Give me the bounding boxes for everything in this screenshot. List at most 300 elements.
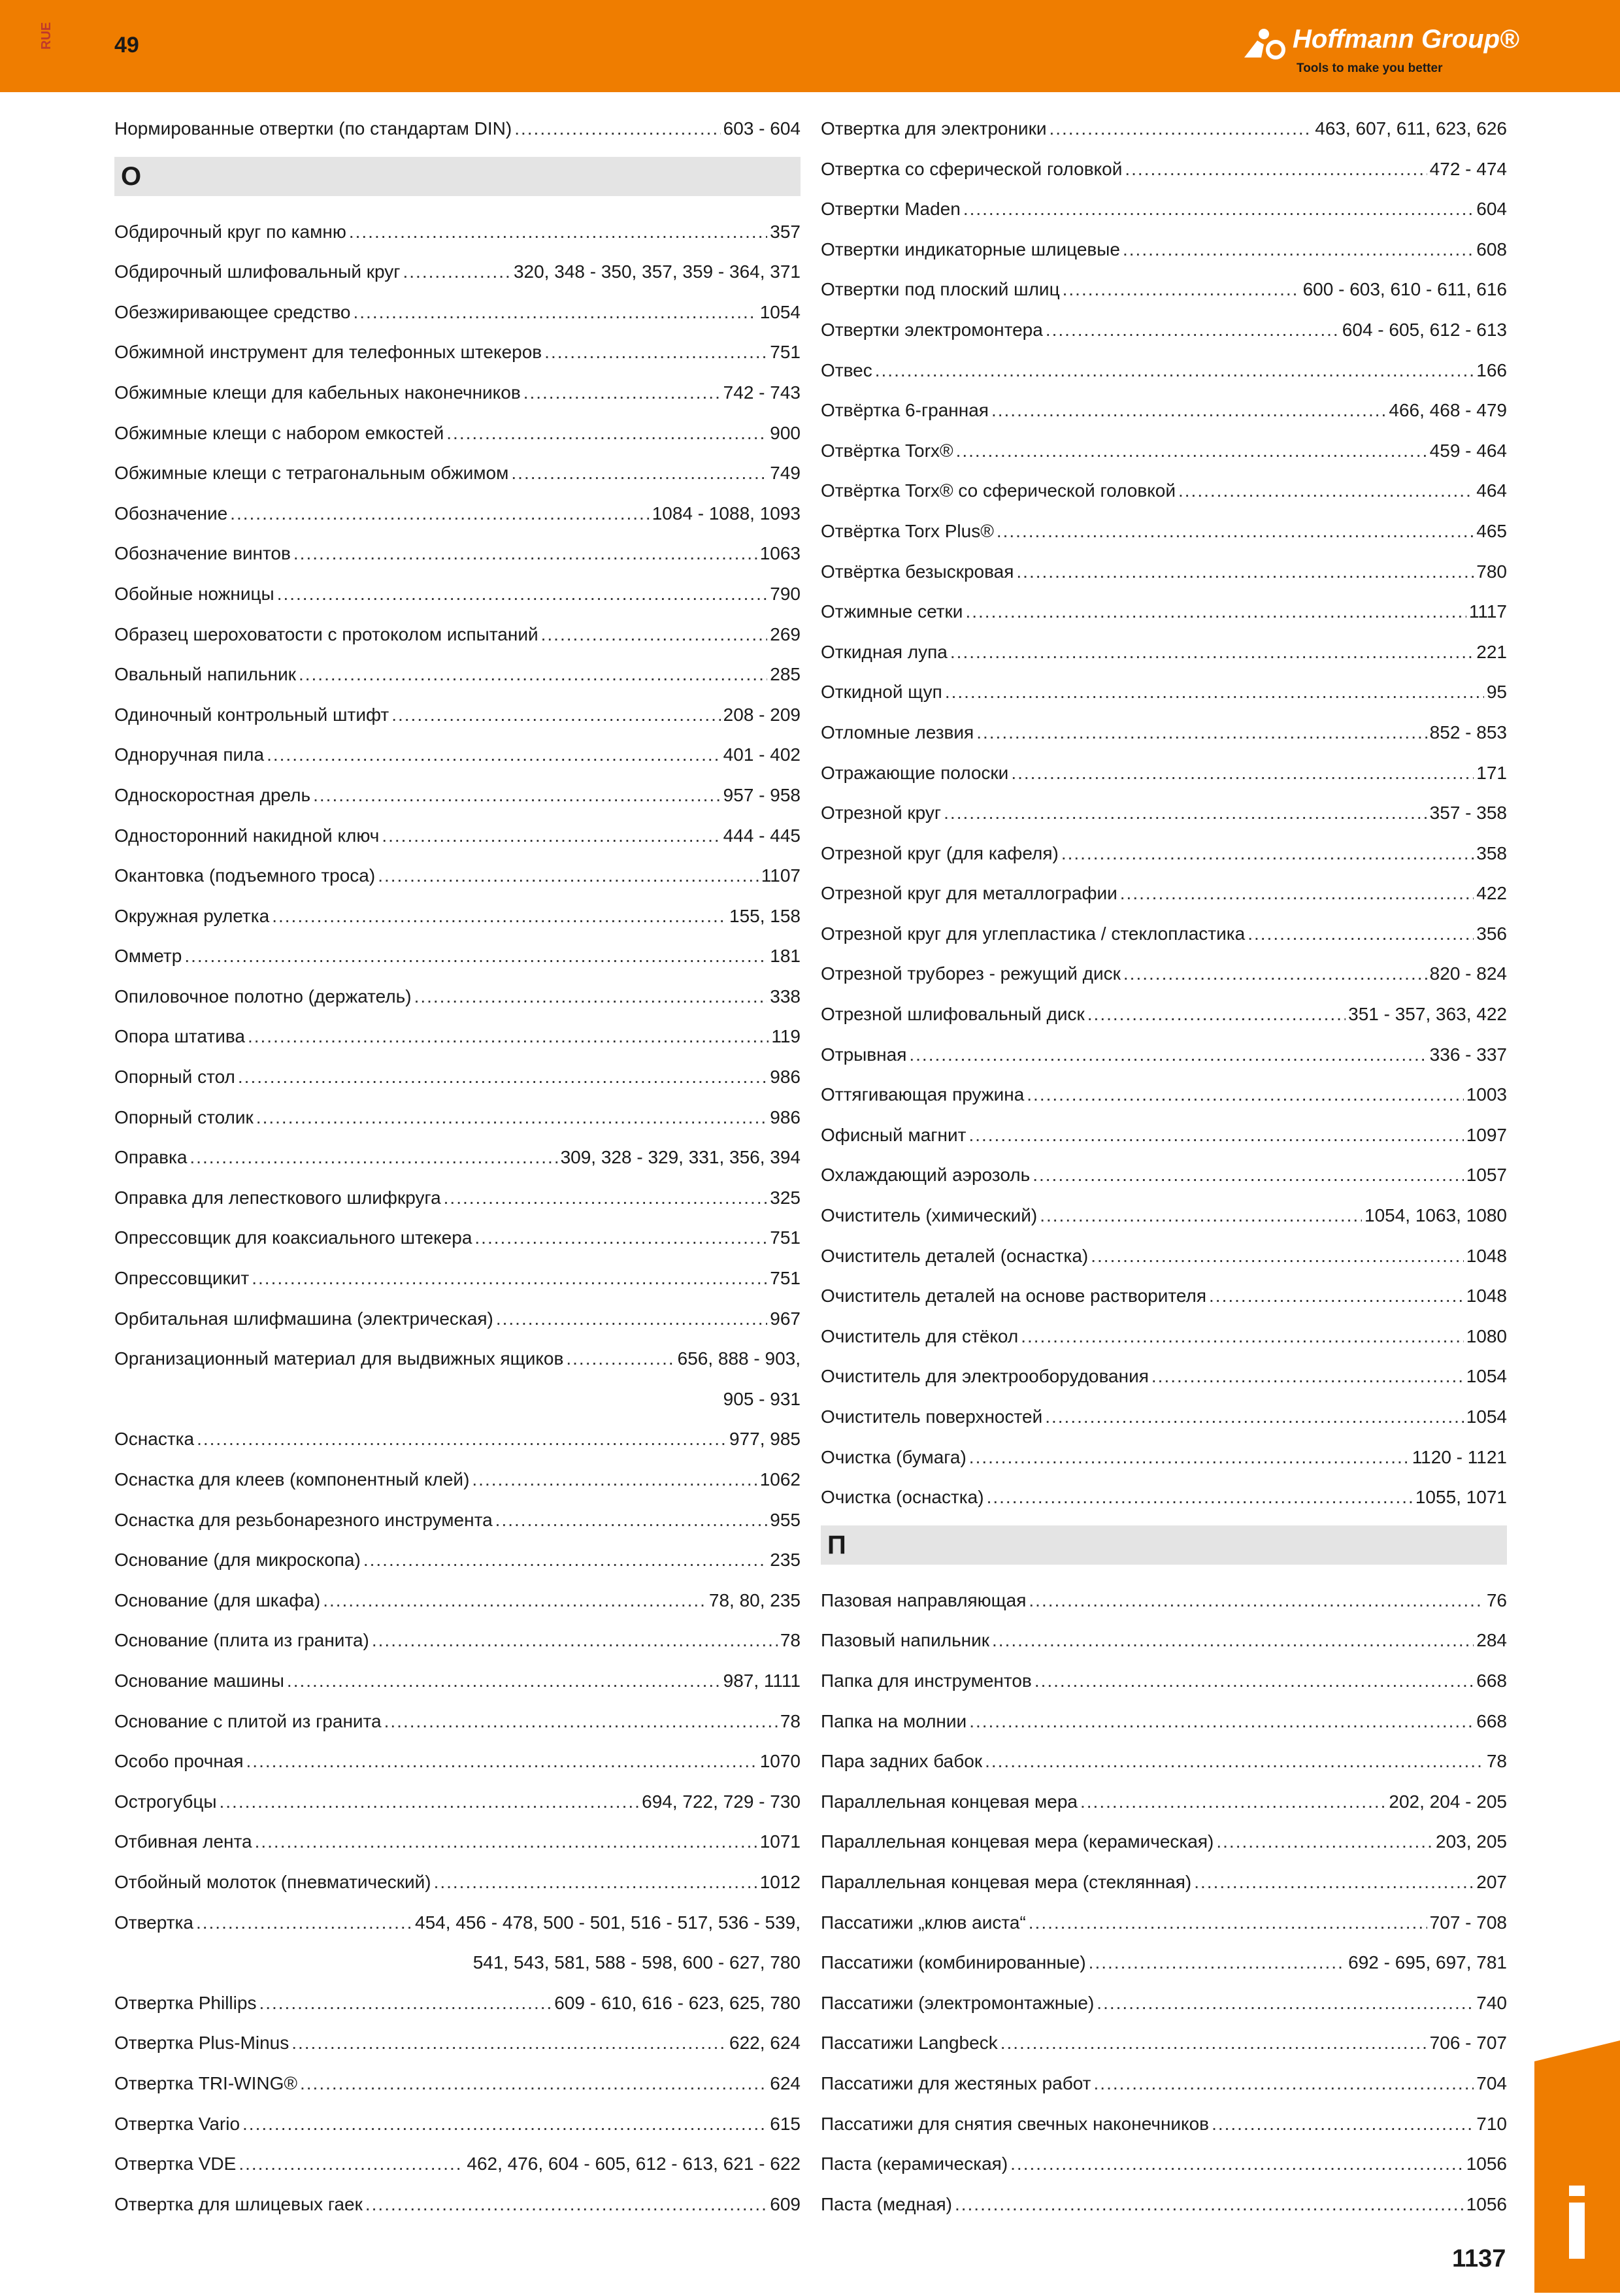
dot-leader <box>1123 229 1474 270</box>
index-entry-pages: 1054, 1063, 1080 <box>1364 1205 1507 1226</box>
index-entry <box>821 350 1507 391</box>
index-entry-pages: 986 <box>770 1106 801 1127</box>
dot-leader <box>313 775 721 816</box>
dot-leader <box>1089 1942 1346 1983</box>
dot-leader <box>1120 873 1474 914</box>
index-entry <box>114 614 801 655</box>
index-entry <box>821 873 1507 914</box>
index-entry-label: Одиночный контрольный штифт <box>114 704 389 725</box>
index-entry-pages: 203, 205 <box>1436 1831 1507 1852</box>
index-entry-pages: 1120 - 1121 <box>1412 1446 1507 1467</box>
index-entry-label: Откидной щуп <box>821 682 942 703</box>
index-entry-pages: 464 <box>1476 480 1507 501</box>
dot-leader <box>1033 1155 1463 1195</box>
index-entry <box>114 453 801 493</box>
index-entry-pages: 235 <box>770 1550 801 1571</box>
index-entry-label: Образец шероховатости с протоколом испытаний <box>114 624 538 644</box>
dot-leader <box>434 1862 757 1903</box>
index-entry <box>114 252 801 292</box>
index-entry-label: Отвертки индикаторные шлицевые <box>821 239 1120 259</box>
dot-leader <box>184 936 767 976</box>
index-entry-pages: 78 <box>1486 1751 1507 1772</box>
index-entry-pages: 462, 476, 604 - 605, 612 - 613, 621 - 622 <box>467 2154 801 2174</box>
dot-leader <box>196 1903 412 1943</box>
index-entry-label: Основание с плитой из гранита <box>114 1710 382 1731</box>
index-entry-label: Очиститель для электрооборудования <box>821 1366 1149 1387</box>
dot-leader <box>256 1097 767 1138</box>
dot-leader <box>909 1035 1427 1075</box>
dot-leader <box>1097 1983 1474 2023</box>
index-entry <box>821 914 1507 954</box>
index-entry-pages: 694, 722, 729 - 730 <box>642 1791 801 1812</box>
index-entry-label: Пара задних бабок <box>821 1751 983 1772</box>
index-entry-label: Обжимной инструмент для телефонных штекеров <box>114 342 542 363</box>
index-entry-label: Пассатижи (электромонтажные) <box>821 1992 1095 2013</box>
index-entry <box>821 1701 1507 1742</box>
dot-leader <box>414 976 768 1017</box>
dot-leader <box>969 1701 1474 1742</box>
index-entry <box>114 1822 801 1862</box>
index-entry-pages: 1012 <box>759 1871 801 1892</box>
index-entry <box>114 1741 801 1782</box>
index-entry <box>821 1822 1507 1862</box>
index-entry-label: Охлаждающий аэрозоль <box>821 1165 1031 1186</box>
dot-leader <box>1212 2104 1474 2144</box>
index-entry-label: Пазовая направляющая <box>821 1589 1027 1610</box>
dot-leader <box>391 695 720 735</box>
dot-leader <box>1178 471 1474 511</box>
dot-leader <box>1034 1661 1474 1701</box>
info-side-tab <box>1534 2040 1620 2293</box>
index-entry-label: Отвёртка Torx® со сферической головкой <box>821 480 1176 501</box>
index-entry-label: Откидная лупа <box>821 641 948 662</box>
index-entry <box>821 511 1507 552</box>
index-entry <box>114 332 801 373</box>
index-entry-label: Отвертка Phillips <box>114 1992 257 2013</box>
index-entry-label: Отвёртка безыскровая <box>821 561 1014 582</box>
index-entry <box>114 2104 801 2144</box>
index-entry-label: Окантовка (подъемного троса) <box>114 865 376 886</box>
index-entry-label: Очиститель для стёкол <box>821 1325 1019 1346</box>
index-entry-pages: 463, 607, 611, 623, 626 <box>1315 118 1507 139</box>
index-entry <box>821 833 1507 874</box>
dot-leader <box>446 413 767 454</box>
dot-leader <box>242 2104 767 2144</box>
page-number: 1137 <box>1452 2245 1506 2272</box>
index-entry-pages: 78 <box>780 1710 801 1731</box>
index-entry <box>114 1782 801 1822</box>
index-entry <box>821 1741 1507 1782</box>
dot-leader <box>991 390 1386 431</box>
dot-leader <box>287 1661 721 1701</box>
index-entry <box>821 1155 1507 1195</box>
index-entry <box>821 310 1507 350</box>
index-entry-pages: 356 <box>1476 923 1507 944</box>
index-entry <box>821 552 1507 592</box>
index-entry-label: Отрезной круг для углепластика / стеклопластика <box>821 923 1246 944</box>
index-entry-label: Обдирочный круг по камню <box>114 221 346 242</box>
index-entry <box>114 2184 801 2225</box>
index-entry-label: Обозначение винтов <box>114 543 291 564</box>
index-entry <box>114 292 801 333</box>
dot-leader <box>474 1218 767 1258</box>
index-entry-label: Овальный напильник <box>114 664 296 685</box>
index-entry <box>114 212 801 252</box>
index-entry-pages: 207 <box>1476 1871 1507 1892</box>
dot-leader <box>544 332 767 373</box>
index-entry-label: Отрезной круг (для кафеля) <box>821 842 1059 863</box>
index-entry-pages: 1054 <box>1466 1406 1507 1427</box>
index-entry <box>114 1903 801 1943</box>
index-entry-label: Опора штатива <box>114 1026 245 1047</box>
index-entry <box>114 533 801 574</box>
index-entry <box>114 1580 801 1621</box>
dot-leader <box>246 1741 757 1782</box>
index-entry-label: Обдирочный шлифовальный круг <box>114 261 401 282</box>
index-entry-label: Очистка (оснастка) <box>821 1487 984 1508</box>
index-entry <box>821 2104 1507 2144</box>
dot-leader <box>1000 2023 1427 2063</box>
index-entry-pages: 1048 <box>1466 1245 1507 1266</box>
index-entry-label: Паста (керамическая) <box>821 2154 1008 2174</box>
index-entry-label: Параллельная концевая мера (стеклянная) <box>821 1871 1192 1892</box>
dot-leader <box>1194 1862 1474 1903</box>
section-letter-heading: О <box>114 157 801 196</box>
index-entry-label: Орбитальная шлифмашина (электрическая) <box>114 1308 493 1329</box>
index-entry-pages: 358 <box>1476 842 1507 863</box>
index-entry-pages: 977, 985 <box>729 1429 801 1450</box>
dot-leader <box>495 1500 768 1540</box>
index-entry-pages: 1054 <box>1466 1366 1507 1387</box>
dot-leader <box>950 632 1474 673</box>
index-entry <box>821 1942 1507 1983</box>
index-entry-pages: 615 <box>770 2113 801 2134</box>
index-entry-label: Параллельная концевая мера (керамическая) <box>821 1831 1214 1852</box>
index-entry-label: Основание (для микроскопа) <box>114 1550 361 1571</box>
index-entry <box>114 373 801 413</box>
index-entry <box>114 1339 801 1379</box>
index-entry <box>821 1276 1507 1316</box>
index-entry <box>821 1195 1507 1236</box>
index-entry-label: Оправка <box>114 1147 188 1168</box>
index-entry <box>114 1862 801 1903</box>
index-entry-label: Отвертка со сферической головкой <box>821 158 1123 179</box>
section-letter-heading: П <box>821 1525 1507 1565</box>
index-entry <box>821 591 1507 632</box>
dot-leader <box>1029 1580 1483 1621</box>
index-entry <box>821 1236 1507 1276</box>
index-entry-label: Пассатижи для снятия свечных наконечников <box>821 2113 1210 2134</box>
index-entry-pages: 749 <box>770 463 801 484</box>
index-entry-pages: 790 <box>770 583 801 604</box>
dot-leader <box>323 1580 706 1621</box>
index-entry-label: Оснастка <box>114 1429 195 1450</box>
index-entry-pages: 76 <box>1486 1589 1507 1610</box>
index-entry-pages: 852 - 853 <box>1429 722 1507 742</box>
index-entry-pages: 284 <box>1476 1630 1507 1651</box>
dot-leader <box>965 591 1466 632</box>
dot-leader <box>1040 1195 1362 1236</box>
dot-leader <box>944 793 1427 833</box>
index-entry-pages: 155, 158 <box>729 905 801 926</box>
index-entry-label: Обжимные клещи с набором емкостей <box>114 422 444 443</box>
index-entry-label: Отражающие полоски <box>821 762 1009 783</box>
index-entry <box>821 2184 1507 2225</box>
index-entry-pages: 401 - 402 <box>723 744 801 765</box>
dot-leader <box>259 1983 552 2023</box>
index-entry-pages: 1063 <box>759 543 801 564</box>
index-entry-label: Очиститель (химический) <box>821 1205 1038 1226</box>
index-entry-label: Параллельная концевая мера <box>821 1791 1078 1812</box>
dot-leader <box>403 252 511 292</box>
index-entry <box>114 1258 801 1299</box>
index-entry-pages: 967 <box>770 1308 801 1329</box>
index-entry-pages: 609 <box>770 2193 801 2214</box>
index-entry <box>821 632 1507 673</box>
dot-leader <box>1046 310 1340 350</box>
index-entry-label: Организационный материал для выдвижных ящиков <box>114 1348 564 1369</box>
dot-leader <box>230 493 650 534</box>
index-entry-pages: 1071 <box>759 1831 801 1852</box>
index-entry-pages: 171 <box>1476 762 1507 783</box>
dot-leader <box>238 1057 767 1097</box>
index-entry-pages: 604 - 605, 612 - 613 <box>1342 319 1507 340</box>
dot-leader <box>255 1822 757 1862</box>
index-entry-pages: 1048 <box>1466 1286 1507 1306</box>
index-entry <box>114 1057 801 1097</box>
dot-leader <box>514 108 720 149</box>
dot-leader <box>955 2184 1464 2225</box>
index-entry-pages: 1056 <box>1466 2193 1507 2214</box>
dot-leader <box>992 1620 1474 1661</box>
index-entry-label: Опорный стол <box>114 1067 235 1088</box>
index-entry <box>821 753 1507 793</box>
index-entry <box>821 229 1507 270</box>
index-entry-label: Основание (плита из гранита) <box>114 1630 369 1651</box>
dot-leader <box>272 896 727 937</box>
index-entry <box>114 574 801 614</box>
index-entry-pages: 208 - 209 <box>723 704 801 725</box>
index-entry-label: Очистка (бумага) <box>821 1446 967 1467</box>
index-entry <box>114 654 801 695</box>
index-entry <box>114 976 801 1017</box>
dot-leader <box>384 1701 778 1742</box>
dot-leader <box>1216 1822 1433 1862</box>
dot-leader <box>299 654 767 695</box>
index-entry-pages: 668 <box>1476 1670 1507 1691</box>
dot-leader <box>267 735 721 775</box>
index-entry <box>114 1983 801 2023</box>
page-header <box>0 0 1620 92</box>
info-icon <box>1534 2040 1620 2293</box>
dot-leader <box>190 1137 557 1178</box>
index-entry-pages: 751 <box>770 342 801 363</box>
index-entry-pages: 707 - 708 <box>1429 1912 1507 1933</box>
dot-leader <box>1080 1782 1386 1822</box>
index-entry-label: Опрессовщикит <box>114 1268 250 1289</box>
index-entry-label: Отрезной труборез - режущий диск <box>821 963 1121 984</box>
index-entry <box>821 269 1507 310</box>
index-entry-label: Отвертка для электроники <box>821 118 1047 139</box>
index-entry-label: Оттягивающая пружина <box>821 1084 1025 1105</box>
dot-leader <box>277 574 768 614</box>
dot-leader <box>363 1540 767 1580</box>
index-entry <box>821 1397 1507 1437</box>
index-entry-label: Отломные лезвия <box>821 722 974 742</box>
dot-leader <box>248 1016 769 1057</box>
index-entry-pages: 668 <box>1476 1710 1507 1731</box>
dot-leader <box>523 373 721 413</box>
index-entry-label: Односторонний накидной ключ <box>114 825 380 846</box>
index-entry <box>114 1178 801 1218</box>
dot-leader <box>566 1339 674 1379</box>
index-entry-label: Отвертка TRI-WING® <box>114 2072 297 2093</box>
logo-tagline: Tools to make you better <box>1297 61 1443 75</box>
index-entry-label: Очиститель деталей на основе растворителя <box>821 1286 1207 1306</box>
index-entry-label: Обжимные клещи с тетрагональным обжимом <box>114 463 509 484</box>
index-entry-label: Оснастка для резьбонарезного инструмента <box>114 1509 493 1530</box>
index-entry-label: Папка на молнии <box>821 1710 967 1731</box>
index-entry-pages: 1055, 1071 <box>1415 1487 1507 1508</box>
index-entry-pages: 622, 624 <box>729 2033 801 2054</box>
index-entry-label: Офисный магнит <box>821 1124 967 1145</box>
dot-leader <box>444 1178 768 1218</box>
index-entry-label: Омметр <box>114 946 182 967</box>
dot-leader <box>1151 1356 1464 1397</box>
dot-leader <box>969 1437 1410 1478</box>
index-entry-label: Пазовый напильник <box>821 1630 990 1651</box>
index-entry <box>821 712 1507 753</box>
index-entry-label: Отвертка <box>114 1912 193 1933</box>
index-entry-pages: 202, 204 - 205 <box>1389 1791 1507 1812</box>
index-entry-label: Оснастка для клеев (компонентный клей) <box>114 1469 470 1489</box>
index-entry-pages: 604 <box>1476 199 1507 220</box>
index-entry-label: Отвертка Plus-Minus <box>114 2033 289 2054</box>
dot-leader <box>472 1459 757 1500</box>
index-entry-pages: 472 - 474 <box>1429 158 1507 179</box>
index-entry <box>821 431 1507 471</box>
index-entry-label: Отвертки под плоский шлиц <box>821 279 1060 300</box>
index-entry <box>114 413 801 454</box>
index-entry <box>114 1620 801 1661</box>
dot-leader <box>1091 1236 1463 1276</box>
index-entry-pages: 466, 468 - 479 <box>1389 400 1507 421</box>
index-entry-pages: 336 - 337 <box>1429 1044 1507 1065</box>
dot-leader <box>1063 269 1300 310</box>
dot-leader <box>875 350 1474 391</box>
index-entry-label: Пассатижи „клюв аиста“ <box>821 1912 1026 1933</box>
index-entry-pages: 957 - 958 <box>723 784 801 805</box>
index-entry-label: Обойные ножницы <box>114 583 274 604</box>
index-entry-label: Обжимные клещи для кабельных наконечников <box>114 382 521 403</box>
index-entry <box>114 2023 801 2063</box>
index-entry <box>114 493 801 534</box>
index-entry <box>821 1782 1507 1822</box>
index-entry <box>821 1115 1507 1156</box>
index-entry-pages: 1057 <box>1466 1165 1507 1186</box>
index-entry-label: Отжимные сетки <box>821 601 963 622</box>
index-entry-pages: 78, 80, 235 <box>708 1589 801 1610</box>
dot-leader <box>1061 833 1474 874</box>
index-entry-pages: 221 <box>1476 641 1507 662</box>
dot-leader <box>1029 1903 1427 1943</box>
index-entry <box>821 793 1507 833</box>
index-entry-pages-continued: 905 - 931 <box>723 1388 801 1409</box>
index-entry-label: Отрезной круг <box>821 803 942 824</box>
index-entry-label: Отвертки электромонтера <box>821 319 1043 340</box>
index-entry-pages: 309, 328 - 329, 331, 356, 394 <box>560 1147 801 1168</box>
index-entry-pages: 338 <box>770 986 801 1007</box>
index-entry-pages: 987, 1111 <box>723 1670 801 1691</box>
index-entry-pages: 1062 <box>759 1469 801 1489</box>
index-entry-pages: 269 <box>770 624 801 644</box>
dot-leader <box>252 1258 767 1299</box>
index-entry <box>114 2063 801 2104</box>
index-entry <box>821 2063 1507 2104</box>
index-entry-label: Одноручная пила <box>114 744 265 765</box>
dot-leader <box>1011 753 1474 793</box>
index-entry-pages: 955 <box>770 1509 801 1530</box>
index-entry-pages: 656, 888 - 903, <box>677 1348 801 1369</box>
dot-leader <box>976 712 1427 753</box>
dot-leader <box>1021 1316 1464 1357</box>
index-entry-pages: 900 <box>770 422 801 443</box>
index-entry-label: Опиловочное полотно (держатель) <box>114 986 412 1007</box>
dot-leader <box>945 672 1484 712</box>
index-entry-pages: 1070 <box>759 1751 801 1772</box>
index-entry <box>821 2023 1507 2063</box>
dot-leader <box>1125 149 1427 190</box>
index-entry-pages: 608 <box>1476 239 1507 259</box>
index-entry-label: Оправка для лепесткового шлифкруга <box>114 1187 441 1208</box>
index-entry <box>821 1620 1507 1661</box>
index-entry <box>114 1500 801 1540</box>
index-entry <box>821 994 1507 1035</box>
dot-leader <box>378 856 759 896</box>
dot-leader <box>349 212 767 252</box>
index-entry-label: Пассатижи Langbeck <box>821 2033 998 2054</box>
dot-leader <box>365 2184 767 2225</box>
index-entry-pages: 1117 <box>1468 601 1507 622</box>
index-entry-label: Опорный столик <box>114 1106 254 1127</box>
dot-leader <box>239 2144 464 2184</box>
index-entry-label: Отбойный молоток (пневматический) <box>114 1871 431 1892</box>
index-entry <box>114 1016 801 1057</box>
index-entry <box>821 1477 1507 1518</box>
index-entry-pages: 751 <box>770 1227 801 1248</box>
index-entry-label: Основание машины <box>114 1670 284 1691</box>
index-entry-label: Отвертки Maden <box>821 199 961 220</box>
index-entry-label: Основание (для шкафа) <box>114 1589 321 1610</box>
dot-leader <box>968 1115 1463 1156</box>
index-entry <box>821 1903 1507 1943</box>
index-entry-pages: 465 <box>1476 520 1507 541</box>
index-entry-pages: 1107 <box>761 865 801 886</box>
dot-leader <box>985 1741 1484 1782</box>
index-entry-label: Нормированные отвертки (по стандартам DIN) <box>114 118 512 139</box>
index-entry <box>821 1983 1507 2023</box>
index-entry-label: Очиститель деталей (оснастка) <box>821 1245 1089 1266</box>
index-entry-pages: 986 <box>770 1067 801 1088</box>
index-entry <box>821 1862 1507 1903</box>
dot-leader <box>197 1419 727 1459</box>
index-entry-label: Папка для инструментов <box>821 1670 1032 1691</box>
index-entry-label: Острогубцы <box>114 1791 217 1812</box>
index-column-left <box>114 108 801 2224</box>
index-entry <box>114 775 801 816</box>
index-entry <box>114 108 801 149</box>
index-entry-pages: 742 - 743 <box>723 382 801 403</box>
